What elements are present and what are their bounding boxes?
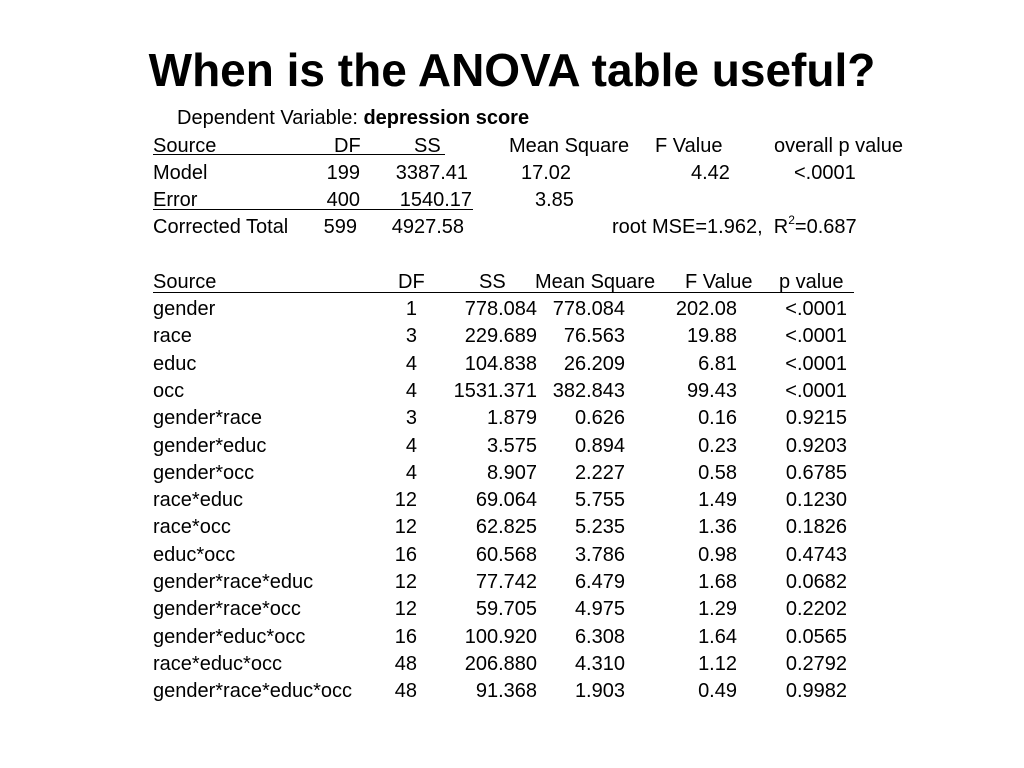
effects-df: 12 (394, 598, 417, 620)
effects-ms: 4.975 (574, 598, 625, 620)
effects-f: 1.12 (698, 653, 737, 675)
effects-f: 0.58 (698, 462, 737, 484)
effects-ms: 3.786 (574, 544, 625, 566)
effects-ss: 3.575 (486, 435, 537, 457)
dependent-variable (177, 105, 529, 131)
effects-f: 202.08 (675, 298, 737, 320)
effects-ss: 91.368 (475, 680, 537, 702)
effects-df: 12 (394, 489, 417, 511)
effects-source: race*occ (153, 516, 231, 538)
effects-ss: 60.568 (475, 544, 537, 566)
effects-f: 0.23 (698, 435, 737, 457)
effects-source: gender*educ (153, 435, 267, 457)
effects-p: <.0001 (785, 353, 847, 375)
effects-f: 0.49 (698, 680, 737, 702)
overall-header-df: DF (334, 135, 361, 157)
overall-ss: 4927.58 (391, 216, 464, 238)
effects-p: 0.9203 (785, 435, 847, 457)
effects-ss: 100.920 (464, 626, 537, 648)
effects-source: gender (153, 298, 216, 320)
effects-f: 99.43 (686, 380, 737, 402)
effects-source: gender*race*occ (153, 598, 301, 620)
effects-df: 48 (394, 653, 417, 675)
effects-ms: 5.235 (574, 516, 625, 538)
effects-ms: 1.903 (574, 680, 625, 702)
effects-p: 0.9982 (785, 680, 847, 702)
effects-f: 1.68 (698, 571, 737, 593)
overall-header-ms: Mean Square (509, 135, 630, 157)
r-squared-superscript: 2 (788, 213, 795, 228)
effects-p: <.0001 (785, 325, 847, 347)
effects-header-df: DF (398, 271, 425, 293)
effects-df: 4 (405, 435, 417, 457)
overall-header-source: Source (153, 135, 217, 157)
effects-source: race*educ*occ (153, 653, 282, 675)
effects-source: gender*educ*occ (153, 626, 306, 648)
effects-df: 3 (405, 407, 417, 429)
effects-ss: 1.879 (486, 407, 537, 429)
effects-df: 48 (394, 680, 417, 702)
effects-f: 1.36 (698, 516, 737, 538)
overall-ms: 17.02 (521, 162, 572, 184)
effects-source: gender*race (153, 407, 262, 429)
model-fit-stats (612, 214, 857, 240)
effects-source: gender*occ (153, 462, 255, 484)
effects-p: 0.0682 (785, 571, 847, 593)
effects-p: 0.9215 (785, 407, 847, 429)
effects-ss: 77.742 (475, 571, 537, 593)
effects-df: 16 (394, 626, 417, 648)
effects-ms: 26.209 (563, 353, 625, 375)
overall-p: <.0001 (794, 162, 856, 184)
effects-df: 12 (394, 571, 417, 593)
slide-title: When is the ANOVA table useful? (148, 44, 876, 96)
effects-ms: 4.310 (574, 653, 625, 675)
effects-p: 0.1230 (785, 489, 847, 511)
effects-ms: 382.843 (552, 380, 625, 402)
effects-df: 1 (405, 298, 417, 320)
overall-ss: 3387.41 (395, 162, 468, 184)
effects-p: 0.2792 (785, 653, 847, 675)
effects-f: 1.49 (698, 489, 737, 511)
effects-df: 3 (405, 325, 417, 347)
overall-ms: 3.85 (535, 189, 574, 211)
effects-source: occ (153, 380, 185, 402)
effects-source: race*educ (153, 489, 244, 511)
effects-p: 0.2202 (785, 598, 847, 620)
effects-df: 12 (394, 516, 417, 538)
effects-ss: 206.880 (464, 653, 537, 675)
effects-p: 0.4743 (785, 544, 847, 566)
effects-p: <.0001 (785, 298, 847, 320)
effects-ss: 778.084 (464, 298, 537, 320)
r-squared-value: =0.687 (794, 216, 857, 238)
effects-df: 4 (405, 353, 417, 375)
effects-ss: 69.064 (475, 489, 537, 511)
effects-header-ms: Mean Square (535, 271, 656, 293)
effects-f: 19.88 (686, 325, 737, 347)
overall-source: Error (153, 189, 198, 211)
effects-p: 0.1826 (785, 516, 847, 538)
effects-ms: 6.308 (574, 626, 625, 648)
overall-df: 199 (326, 162, 360, 184)
effects-df: 16 (394, 544, 417, 566)
overall-f: 4.42 (691, 162, 730, 184)
effects-header-source: Source (153, 271, 217, 293)
effects-ms: 5.755 (574, 489, 625, 511)
root-mse: root MSE=1.962, (612, 216, 763, 238)
effects-ss: 104.838 (464, 353, 537, 375)
overall-source: Corrected Total (153, 216, 289, 238)
effects-f: 1.29 (698, 598, 737, 620)
effects-source: gender*race*educ*occ (153, 680, 353, 702)
overall-header-f: F Value (655, 135, 723, 157)
effects-header-ss: SS (479, 271, 506, 293)
effects-ss: 8.907 (486, 462, 537, 484)
dependent-variable-value: depression score (363, 107, 530, 129)
effects-source: educ (153, 353, 197, 375)
effects-f: 6.81 (698, 353, 737, 375)
effects-df: 4 (405, 380, 417, 402)
effects-ms: 76.563 (563, 325, 625, 347)
effects-ms: 0.894 (574, 435, 625, 457)
effects-ss: 62.825 (475, 516, 537, 538)
effects-source: gender*race*educ (153, 571, 314, 593)
effects-df: 4 (405, 462, 417, 484)
effects-ms: 0.626 (574, 407, 625, 429)
effects-ms: 2.227 (574, 462, 625, 484)
effects-header-f: F Value (685, 271, 753, 293)
overall-header-p: overall p value (774, 135, 903, 157)
effects-f: 1.64 (698, 626, 737, 648)
effects-p: <.0001 (785, 380, 847, 402)
effects-p: 0.6785 (785, 462, 847, 484)
effects-ms: 778.084 (552, 298, 625, 320)
overall-df: 400 (326, 189, 360, 211)
effects-ss: 1531.371 (453, 380, 537, 402)
effects-header-p: p value (779, 271, 844, 293)
effects-ss: 59.705 (475, 598, 537, 620)
effects-source: race (153, 325, 192, 347)
effects-f: 0.98 (698, 544, 737, 566)
r-squared-label: R (773, 216, 789, 238)
overall-header-ss: SS (414, 135, 441, 157)
dependent-variable-label: Dependent Variable: (177, 107, 358, 129)
effects-source: educ*occ (153, 544, 236, 566)
effects-ss: 229.689 (464, 325, 537, 347)
overall-source: Model (153, 162, 208, 184)
effects-f: 0.16 (698, 407, 737, 429)
overall-df: 599 (323, 216, 357, 238)
effects-p: 0.0565 (785, 626, 847, 648)
overall-ss: 1540.17 (399, 189, 472, 211)
effects-ms: 6.479 (574, 571, 625, 593)
